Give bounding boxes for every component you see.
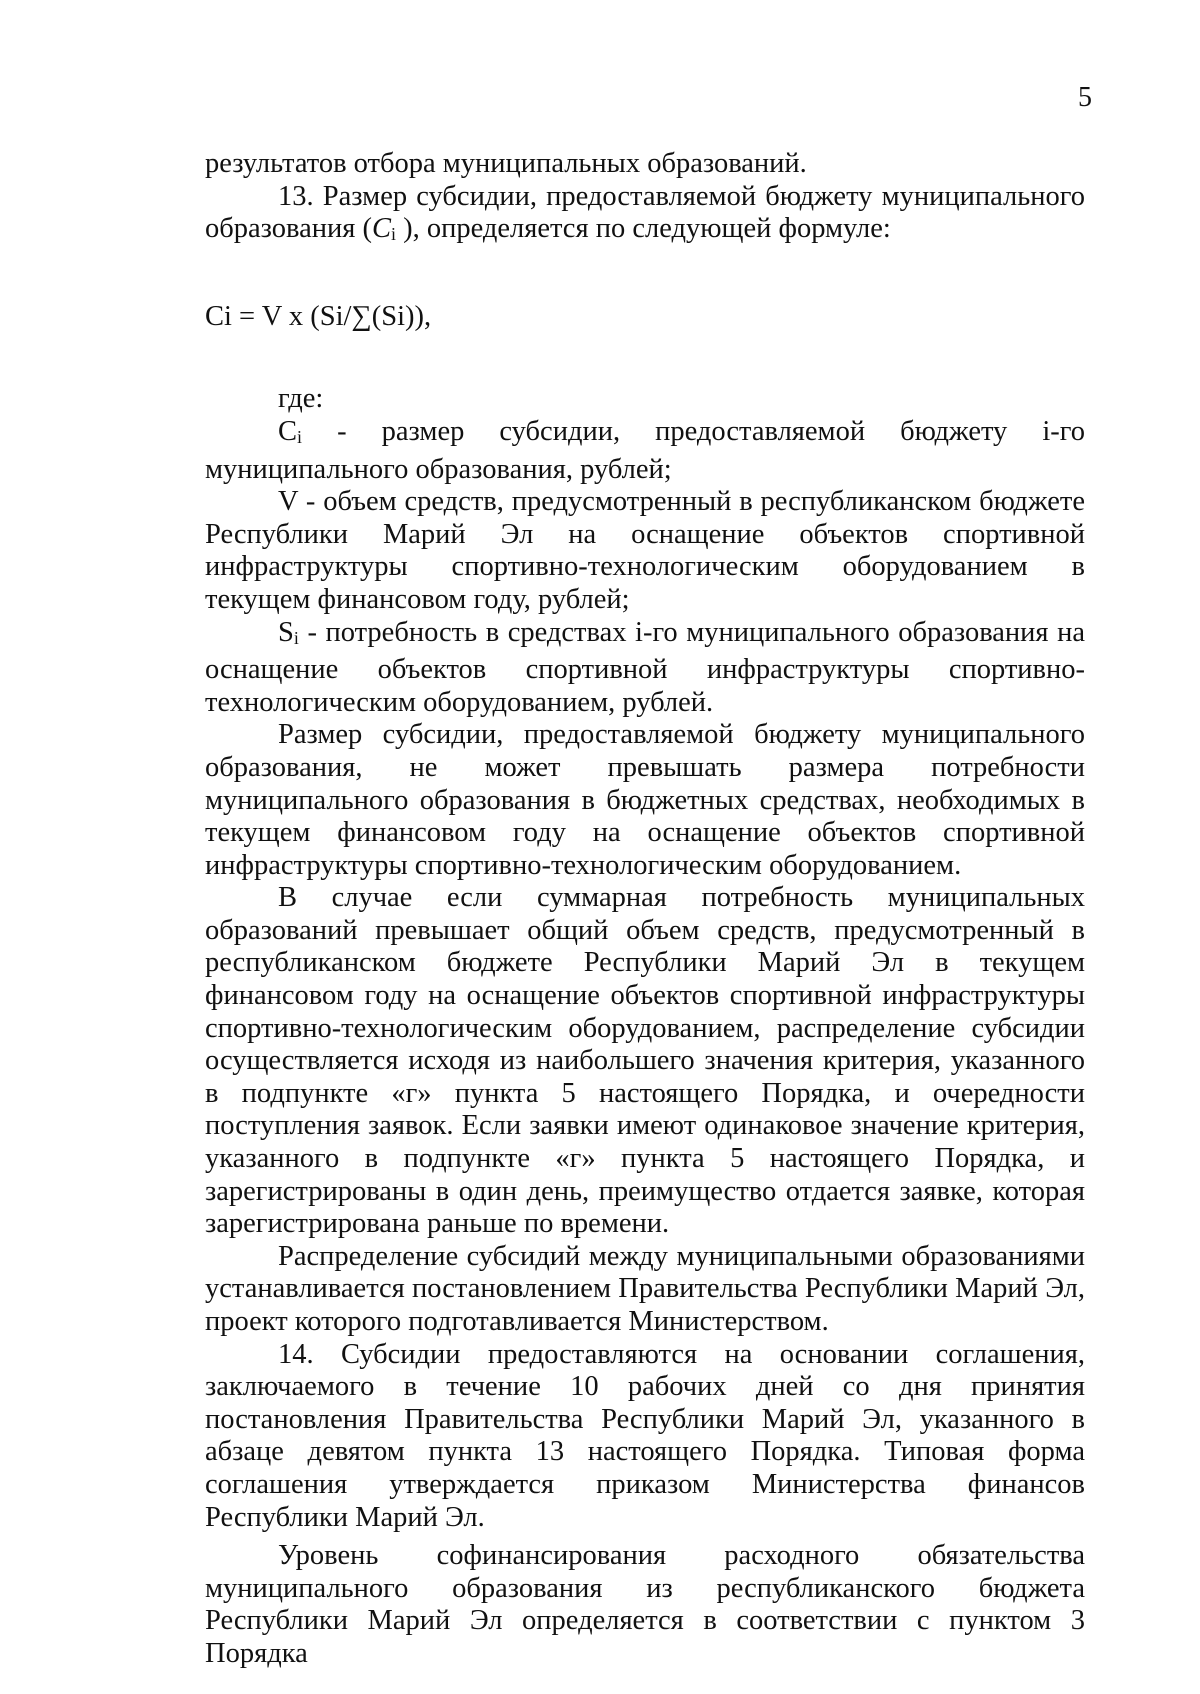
paragraph-excess-case: В случае если суммарная потребность муниципальных образований превышает общий объем средств, предусмотренный в республиканском бюджете Республики Марий Эл в текущем финансовом году на оснащение объектов спортивной инфраструктуры спортивно-технологическим оборудованием, распределение субсидии осуществляется исходя из наибольшего значения критерия, указанного в подпункте «г» пункта 5 настоящего Порядка, и очередности поступления заявок. Если заявки имеют одинаковое значение критерия, указанного в подпункте «г» пункта 5 настоящего Порядка, и зарегистрированы в один день, преимущество отдается заявке, которая зарегистрирована раньше по времени.: [205, 882, 1085, 1240]
definition-v: V - объем средств, предусмотренный в республиканском бюджете Республики Марий Эл на оснащение объектов спортивной инфраструктуры спортивно-технологическим оборудованием в текущем финансовом году, рублей;: [205, 486, 1085, 615]
definition-si-subscript: i: [293, 627, 299, 648]
definition-ci-subscript: i: [297, 426, 303, 447]
ci-symbol: C: [371, 213, 391, 245]
formula: Ci = V x (Si/∑(Si)),: [205, 300, 432, 332]
paragraph-13-text-a: 13. Размер субсидии, предоставляемой бюджету муниципального образования (: [205, 180, 1085, 245]
ci-subscript: i: [390, 224, 396, 245]
where-label: где:: [278, 383, 324, 415]
paragraph-results: результатов отбора муниципальных образований.: [205, 148, 807, 179]
definition-si: [205, 617, 1085, 720]
definition-ci-text: - размер субсидии, предоставляемой бюджету i-го муниципального образования, рублей;: [205, 415, 1085, 485]
paragraph-cofinancing-level: Уровень софинансирования расходного обязательства муниципального образования из республиканского бюджета Республики Марий Эл определяется в соответствии с пунктом 3 Порядка: [205, 1540, 1085, 1669]
definition-si-text: - потребность в средствах i-го муниципального образования на оснащение объектов спортивной инфраструктуры спортивно-технологическим оборудованием, рублей.: [205, 616, 1085, 718]
paragraph-14: 14. Субсидии предоставляются на основании соглашения, заключаемого в течение 10 рабочих дней со дня принятия постановления Правительства Республики Марий Эл, указанного в абзаце девятом пункта 13 настоящего Порядка. Типовая форма соглашения утверждается приказом Министерства финансов Республики Марий Эл.: [205, 1338, 1085, 1533]
paragraph-13: [205, 181, 1085, 251]
paragraph-subsidy-size: Размер субсидии, предоставляемой бюджету муниципального образования, не может превышать размера потребности муниципального образования в бюджетных средствах, необходимых в текущем финансовом году на оснащение объектов спортивной инфраструктуры спортивно-технологическим оборудованием.: [205, 719, 1085, 881]
paragraph-distribution: Распределение субсидий между муниципальными образованиями устанавливается постановлением Правительства Республики Марий Эл, проект которого подготавливается Министерством.: [205, 1240, 1085, 1337]
document-body: [205, 148, 1085, 1671]
page-number: 5: [1078, 82, 1092, 113]
definition-ci: [205, 416, 1085, 486]
definition-ci-symbol: C: [278, 415, 298, 447]
definition-si-symbol: S: [278, 616, 294, 648]
paragraph-13-text-b: ), определяется по следующей формуле:: [395, 213, 891, 245]
